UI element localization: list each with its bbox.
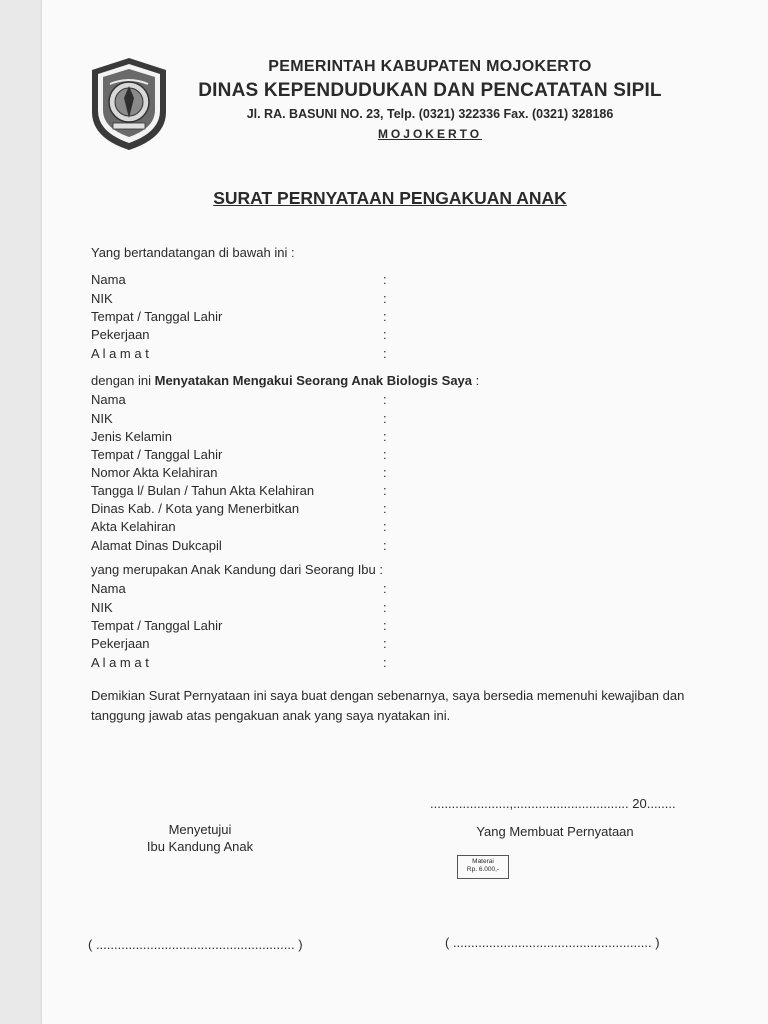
field-colon: : bbox=[383, 411, 387, 426]
field-colon: : bbox=[383, 618, 387, 633]
field-label: Nama bbox=[91, 581, 126, 596]
field-colon: : bbox=[383, 272, 387, 287]
intro-suffix: : bbox=[472, 373, 480, 388]
field-label: Tempat / Tanggal Lahir bbox=[91, 618, 223, 633]
field-label: Pekerjaan bbox=[91, 636, 150, 651]
field-label: Alamat Dinas Dukcapil bbox=[91, 538, 222, 553]
intro-prefix: dengan ini bbox=[91, 373, 155, 388]
field-colon: : bbox=[383, 429, 387, 444]
field-colon: : bbox=[383, 483, 387, 498]
field-label: Jenis Kelamin bbox=[91, 429, 172, 444]
field-colon: : bbox=[383, 392, 387, 407]
stamp-duty-amount: Rp. 6.000,- bbox=[466, 866, 500, 873]
header-agency: DINAS KEPENDUDUKAN DAN PENCATATAN SIPIL bbox=[198, 80, 662, 101]
stamp-duty-label: Materai bbox=[472, 858, 494, 865]
field-label: Nama bbox=[91, 272, 126, 287]
section3-intro: yang merupakan Anak Kandung dari Seorang Ibu : bbox=[91, 562, 383, 577]
field-colon: : bbox=[383, 538, 387, 553]
field-colon: : bbox=[383, 327, 387, 342]
field-label: Dinas Kab. / Kota yang Menerbitkan bbox=[91, 501, 300, 516]
field-colon: : bbox=[383, 655, 387, 670]
date-line: ......................,................................ 20........ bbox=[430, 796, 676, 811]
field-label: Nama bbox=[91, 392, 126, 407]
field-label: A l a m a t bbox=[91, 346, 149, 361]
regency-crest-icon bbox=[88, 56, 170, 152]
field-colon: : bbox=[383, 519, 387, 534]
intro-text: Yang bertandatangan di bawah ini : bbox=[91, 245, 295, 260]
field-colon: : bbox=[383, 501, 387, 516]
field-colon: : bbox=[383, 309, 387, 324]
field-colon: : bbox=[383, 447, 387, 462]
stamp-duty-box bbox=[457, 855, 509, 879]
field-label: NIK bbox=[91, 291, 113, 306]
header-address: Jl. RA. BASUNI NO. 23, Telp. (0321) 322336 Fax. (0321) 328186 bbox=[246, 107, 614, 121]
intro-bold: Menyatakan Mengakui Seorang Anak Biologis Saya bbox=[154, 373, 473, 388]
approver-label: Menyetujui bbox=[168, 822, 232, 837]
field-colon: : bbox=[383, 600, 387, 615]
field-label: Tempat / Tanggal Lahir bbox=[91, 309, 223, 324]
header-government: PEMERINTAH KABUPATEN MOJOKERTO bbox=[268, 58, 592, 75]
field-label: Tempat / Tanggal Lahir bbox=[91, 447, 223, 462]
field-label: Akta Kelahiran bbox=[91, 519, 176, 534]
field-label: Pekerjaan bbox=[91, 327, 150, 342]
field-label: Nomor Akta Kelahiran bbox=[91, 465, 218, 480]
header-city: MOJOKERTO bbox=[377, 127, 483, 141]
field-label: NIK bbox=[91, 600, 113, 615]
field-colon: : bbox=[383, 346, 387, 361]
field-colon: : bbox=[383, 581, 387, 596]
field-label: A l a m a t bbox=[91, 655, 149, 670]
closing-statement: Demikian Surat Pernyataan ini saya buat dengan sebenarnya, saya bersedia memenuhi kewajiban dan tanggung jawab atas pengakuan anak yang saya nyatakan ini. bbox=[91, 688, 685, 723]
field-label: NIK bbox=[91, 411, 113, 426]
field-colon: : bbox=[383, 636, 387, 651]
field-colon: : bbox=[383, 465, 387, 480]
document-title: SURAT PERNYATAAN PENGAKUAN ANAK bbox=[213, 188, 567, 208]
section2-intro bbox=[91, 372, 479, 390]
approver-signature-line: ( ....................................................... ) bbox=[88, 937, 303, 952]
field-label: Tangga l/ Bulan / Tahun Akta Kelahiran bbox=[91, 483, 315, 498]
declarant-label: Yang Membuat Pernyataan bbox=[476, 824, 634, 839]
approver-role: Ibu Kandung Anak bbox=[146, 839, 254, 854]
declarant-signature-line: ( ....................................................... ) bbox=[445, 935, 660, 950]
field-colon: : bbox=[383, 291, 387, 306]
